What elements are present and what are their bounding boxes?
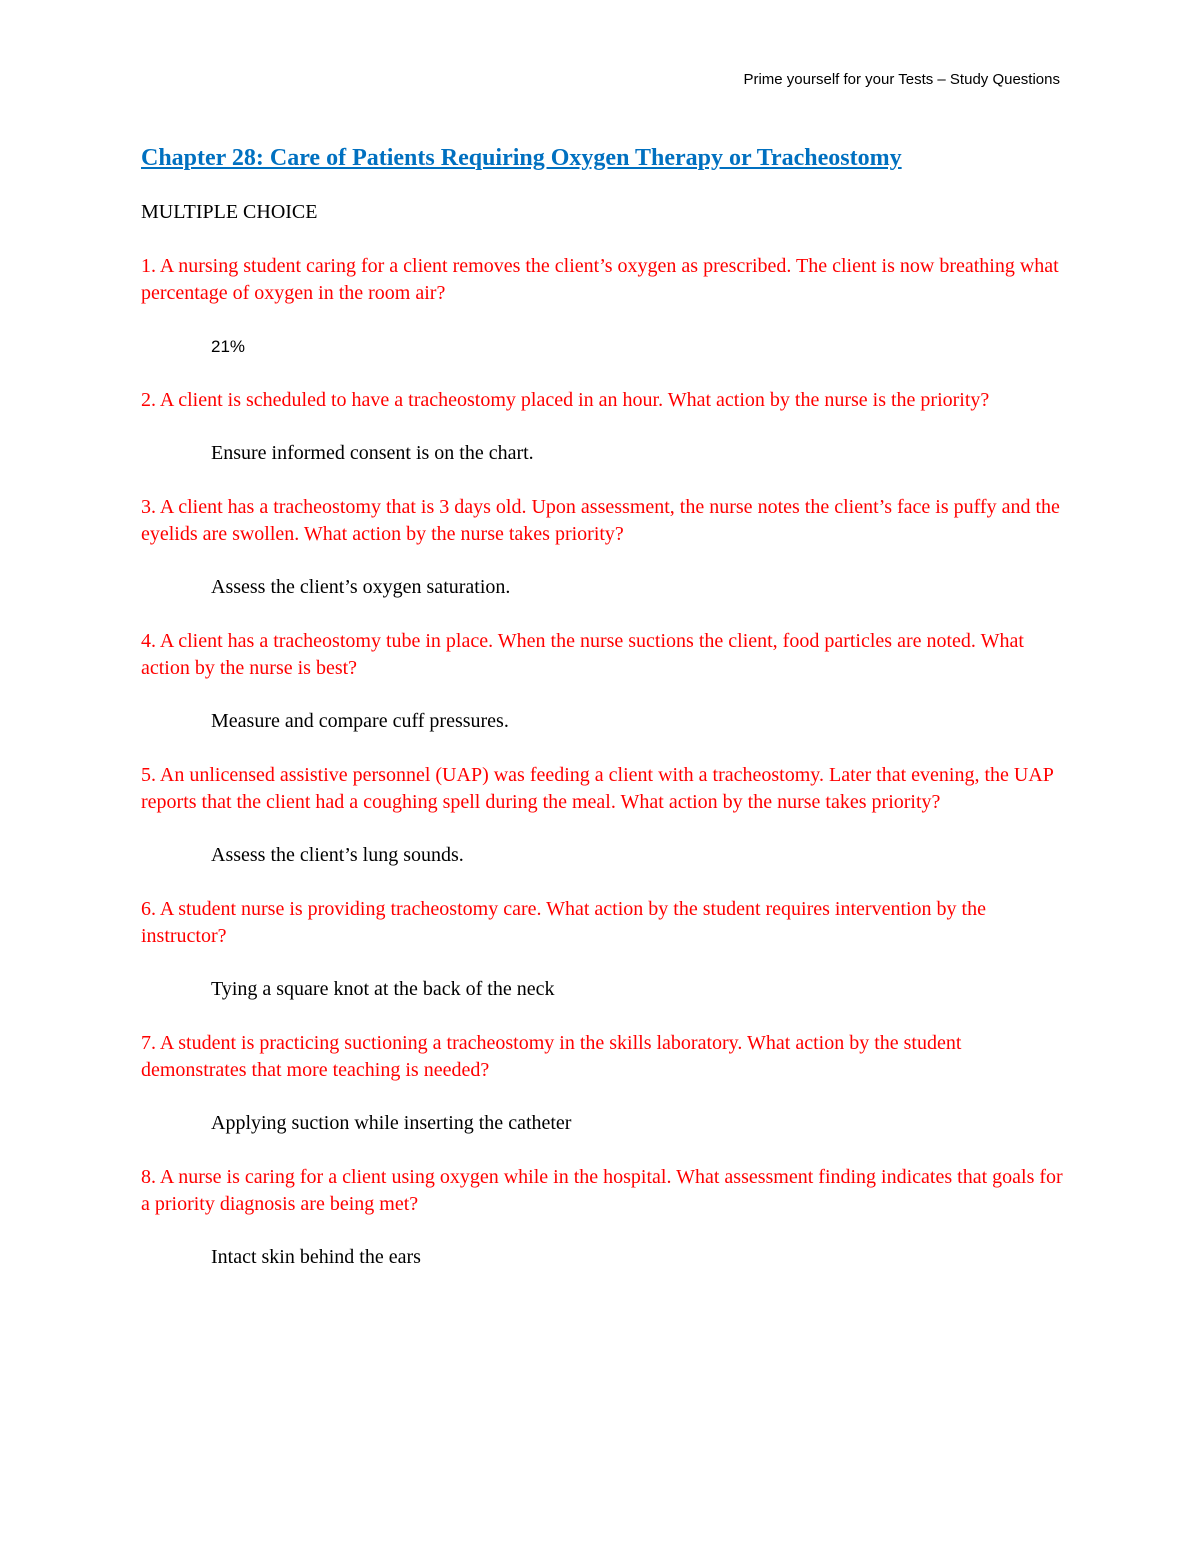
- question-item-4: [141, 628, 1066, 735]
- document-body: [141, 142, 1066, 1271]
- question-item-2: [141, 387, 1066, 467]
- answer-text: Measure and compare cuff pressures.: [211, 710, 509, 732]
- question-text: 8. A nurse is caring for a client using oxygen while in the hospital. What assessment finding indicates that goals for a priority diagnosis are being met?: [141, 1166, 1063, 1215]
- question-list: [141, 253, 1066, 1271]
- answer-text: Assess the client’s oxygen saturation.: [211, 576, 511, 598]
- question-text: 4. A client has a tracheostomy tube in place. When the nurse suctions the client, food particles are noted. What action by the nurse is best?: [141, 630, 1024, 679]
- question-text: 3. A client has a tracheostomy that is 3 days old. Upon assessment, the nurse notes the client’s face is puffy and the eyelids are swollen. What action by the nurse takes priority?: [141, 496, 1060, 545]
- question-text: 1. A nursing student caring for a client removes the client’s oxygen as prescribed. The client is now breathing what percentage of oxygen in the room air?: [141, 255, 1059, 304]
- question-item-5: [141, 762, 1066, 869]
- question-item-3: [141, 494, 1066, 601]
- answer-text: Ensure informed consent is on the chart.: [211, 442, 534, 464]
- answer-text: Intact skin behind the ears: [211, 1246, 421, 1268]
- question-item-6: [141, 896, 1066, 1003]
- question-item-7: [141, 1030, 1066, 1137]
- answer-text: Tying a square knot at the back of the neck: [211, 978, 555, 1000]
- question-text: 6. A student nurse is providing tracheostomy care. What action by the student requires intervention by the instructor?: [141, 898, 986, 947]
- chapter-title: Chapter 28: Care of Patients Requiring Oxygen Therapy or Tracheostomy: [141, 145, 902, 171]
- question-text: 7. A student is practicing suctioning a tracheostomy in the skills laboratory. What action by the student demonstrates that more teaching is needed?: [141, 1032, 962, 1081]
- question-text: 2. A client is scheduled to have a tracheostomy placed in an hour. What action by the nurse is the priority?: [141, 389, 990, 411]
- question-item-8: [141, 1164, 1066, 1271]
- question-text: 5. An unlicensed assistive personnel (UAP) was feeding a client with a tracheostomy. Later that evening, the UAP reports that the client had a coughing spell during the meal. What action by the nurse takes priority?: [141, 764, 1054, 813]
- page-header-note: Prime yourself for your Tests – Study Questions: [743, 71, 1060, 88]
- question-item-1: [141, 253, 1066, 360]
- answer-text: Assess the client’s lung sounds.: [211, 844, 464, 866]
- section-heading: MULTIPLE CHOICE: [141, 201, 318, 223]
- answer-text: 21%: [211, 337, 246, 356]
- answer-text: Applying suction while inserting the catheter: [211, 1112, 572, 1134]
